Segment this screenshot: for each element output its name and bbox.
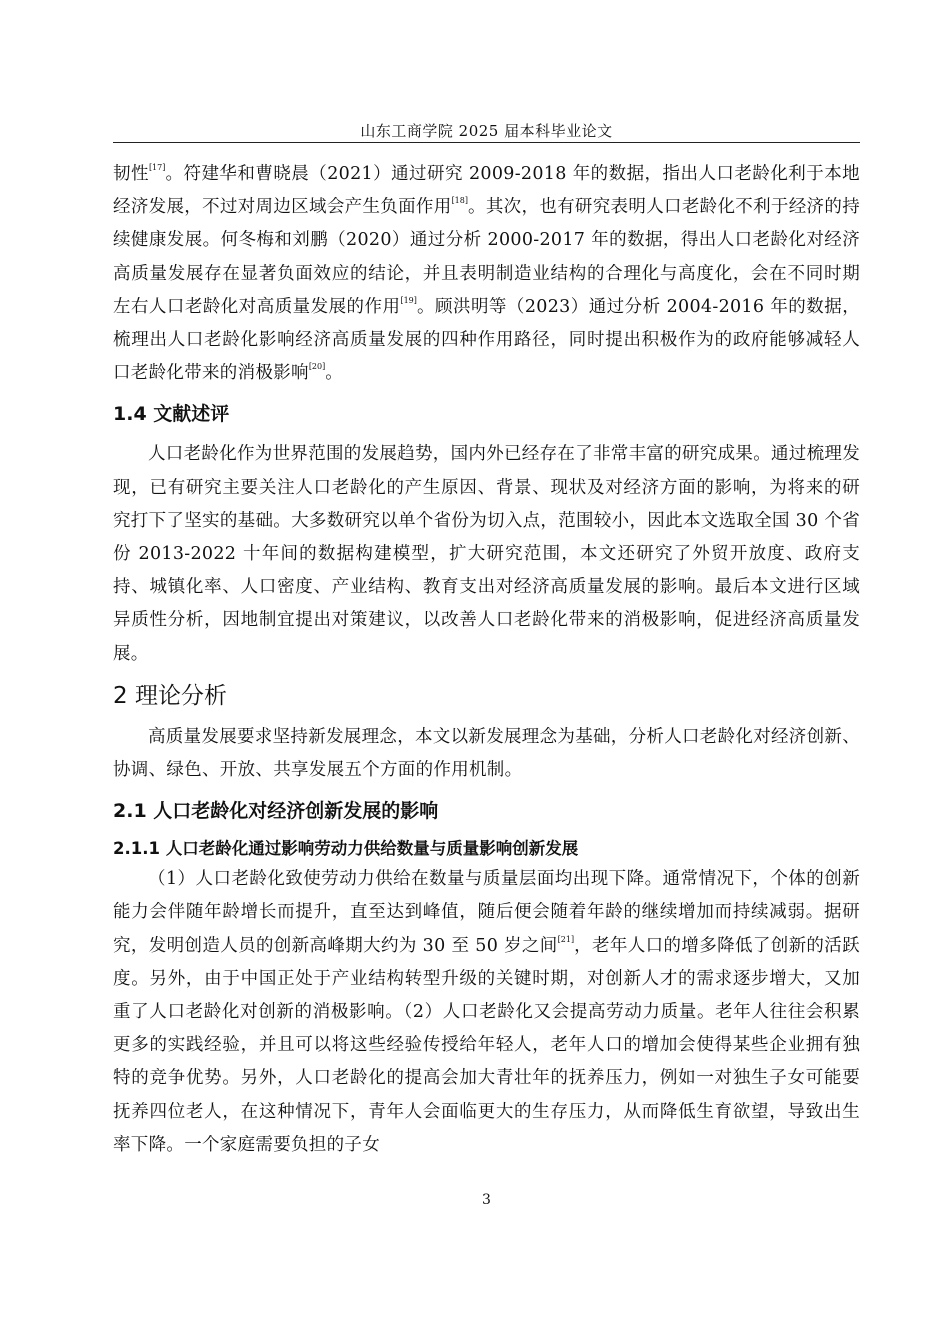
page-number: 3 (482, 1192, 491, 1208)
section-heading-1-4: 1.4 文献述评 (113, 403, 230, 426)
chapter-heading-2: 2 理论分析 (113, 682, 227, 709)
text-run: 。符建华和曹晓晨（2021）通过研究 2009-2018 年的数据，指出人口老龄化利于本地经济发展，不过对周边区域会产生负面作用 (113, 164, 860, 218)
text-run: （1）人口老龄化致使劳动力供给在数量与质量层面均出现下降。通常情况下，个体的创新能力会伴随年龄增长而提升，直至达到峰值，随后便会随着年龄的继续增加而持续减弱。据研究，发明创造人员的创新高峰期大约为 30 至 50 岁之间 (113, 869, 860, 956)
citation-21: [21] (557, 934, 575, 944)
text-run: 。顾洪明等（2023）通过分析 2004-2016 年的数据，梳理出人口老龄化影响经济高质量发展的四种作用路径，同时提出积极作为的政府能够减轻人口老龄化带来的消极影响 (113, 296, 860, 384)
text-run: 。 (325, 363, 344, 384)
section-heading-2-1: 2.1 人口老龄化对经济创新发展的影响 (113, 800, 439, 823)
citation-17: [17] (148, 163, 166, 172)
subsection-heading-2-1-1: 2.1.1 人口老龄化通过影响劳动力供给数量与质量影响创新发展 (113, 839, 579, 859)
text-run: ，老年人口的增多降低了创新的活跃度。另外，由于中国正处于产业结构转型升级的关键时期，对创新人才的需求逐步增大，又加重了人口老龄化对创新的消极影响。（2）人口老龄化又会提高劳动力质量。老年人往往会积累更多的实践经验，并且可以将这些经验传授给年轻人，老年人口的增加会使得某些企业拥有独特的竞争优势。另外，人口老龄化的提高会加大青壮年的抚养压力，例如一对独生子女可能要抚养四位老人，在这种情况下，青年人会面临更大的生存压力，从而降低生育欲望，导致出生率下降。一个家庭需要负担的子女 (113, 935, 860, 1155)
citation-18: [18] (451, 196, 468, 206)
citation-20: [20] (308, 362, 326, 372)
header-rule (113, 142, 860, 143)
paragraph-theory-intro: 高质量发展要求坚持新发展理念，本文以新发展理念为基础，分析人口老龄化对经济创新、协调、绿色、开放、共享发展五个方面的作用机制。 (113, 726, 860, 781)
citation-19: [19] (400, 295, 417, 305)
text-run: 。其次，也有研究表明人口老龄化不利于经济的持续健康发展。何冬梅和刘鹏（2020）通过分析 2000-2017 年的数据，得出人口老龄化对经济高质量发展存在显著负面效应的结论，并且表明制造业结构的合理化与高度化，会在不同时期左右人口老龄化对高质量发展的作用 (113, 197, 860, 317)
text-run: 韧性 (113, 164, 149, 184)
paragraph-literature-continued (113, 158, 860, 390)
running-header: 山东工商学院 2025 届本科毕业论文 (360, 122, 613, 140)
page-body (113, 158, 860, 1162)
paragraph-innovation-effect (113, 863, 860, 1162)
paragraph-literature-review: 人口老龄化作为世界范围的发展趋势，国内外已经存在了非常丰富的研究成果。通过梳理发现，已有研究主要关注人口老龄化的产生原因、背景、现状及对经济方面的影响，为将来的研究打下了坚实的基础。大多数研究以单个省份为切入点，范围较小，因此本文选取全国 30 个省份 2013-2022 十年间的数据构建模型，扩大研究范围，本文还研究了外贸开放度、政府支持、城镇化率、人口密度、产业结构、教育支出对经济高质量发展的影响。最后本文进行区域异质性分析，因地制宜提出对策建议，以改善人口老龄化带来的消极影响，促进经济高质量发展。 (113, 444, 860, 664)
